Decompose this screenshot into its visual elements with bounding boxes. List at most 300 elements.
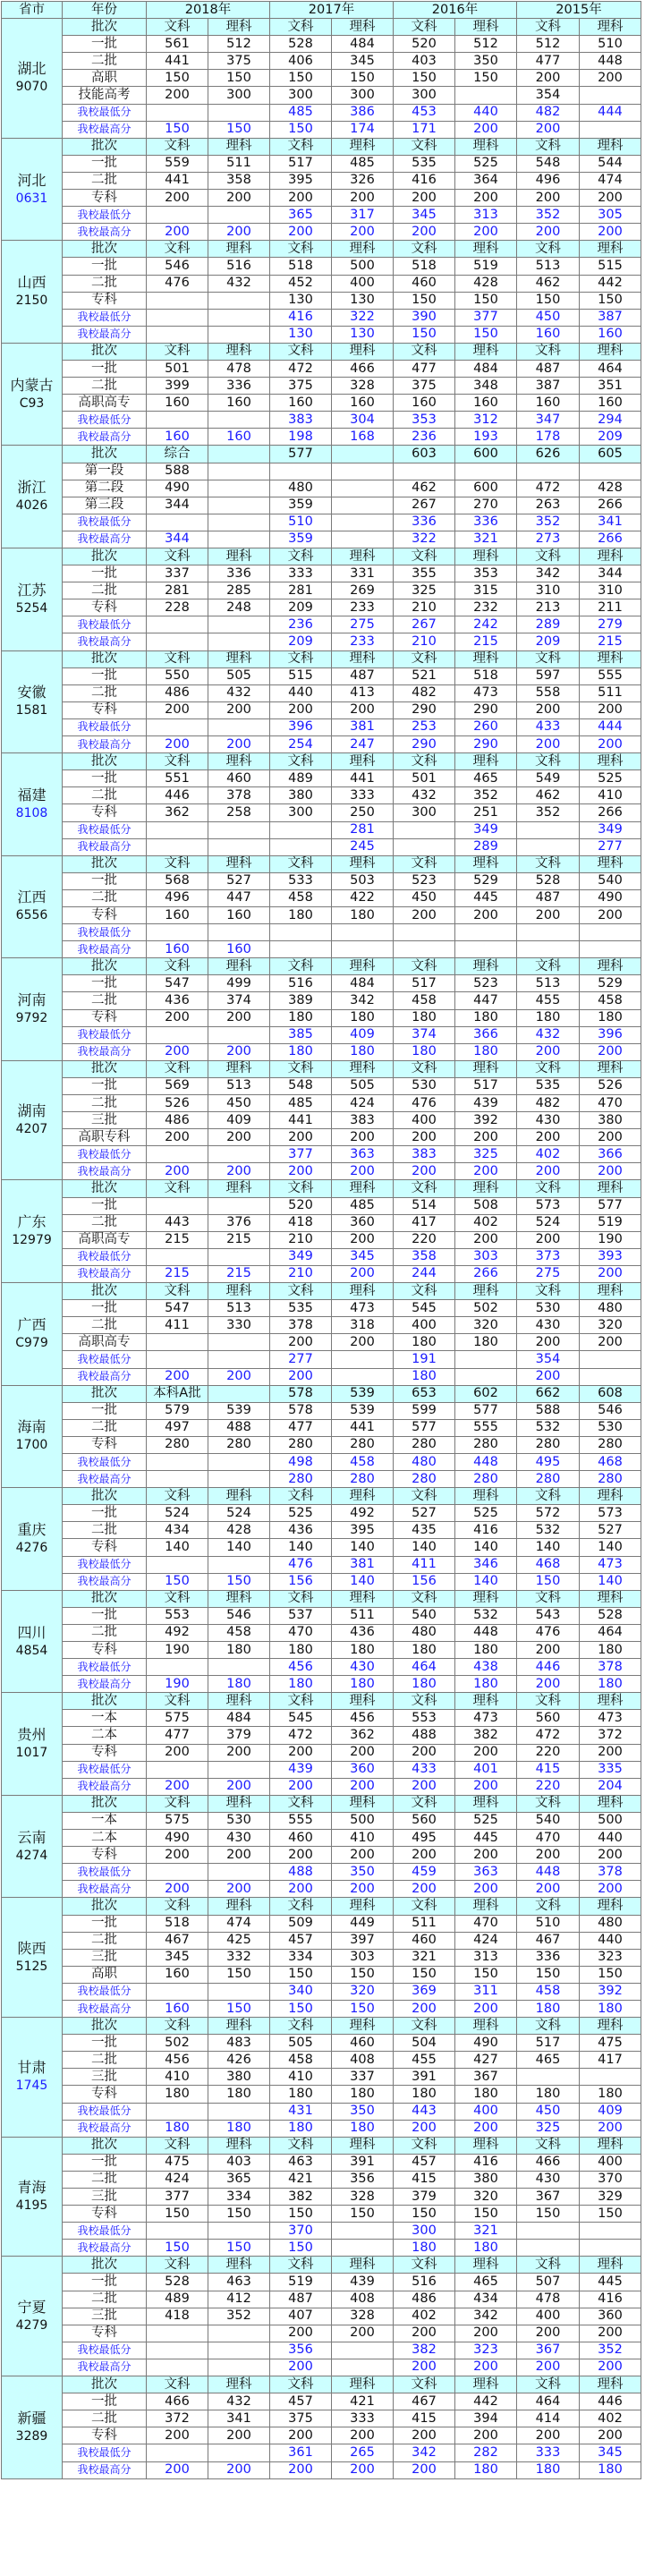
score-cell: 理科 <box>455 855 517 872</box>
score-cell: 463 <box>270 2154 332 2171</box>
score-cell: 文科 <box>147 855 208 872</box>
score-cell: 532 <box>455 1607 517 1624</box>
score-cell: 626 <box>517 446 580 463</box>
table-row <box>2 1043 641 1060</box>
score-cell: 568 <box>147 872 208 889</box>
score-cell <box>580 463 641 480</box>
table-row <box>2 2325 641 2342</box>
score-cell: 200 <box>332 1334 394 1351</box>
score-cell <box>147 821 208 838</box>
table-row <box>2 275 641 292</box>
score-cell: 180 <box>332 906 394 923</box>
score-cell: 200 <box>517 1676 580 1693</box>
score-cell: 文科 <box>394 19 455 36</box>
table-row <box>2 1488 641 1505</box>
score-cell: 578 <box>270 1402 332 1419</box>
score-cell: 280 <box>517 1436 580 1453</box>
row-label: 我校最高分 <box>63 429 147 446</box>
score-cell: 358 <box>208 172 270 189</box>
score-cell: 329 <box>580 2189 641 2206</box>
score-cell: 理科 <box>208 1180 270 1197</box>
province-name: 湖南 <box>17 1102 47 1120</box>
score-cell <box>517 2223 580 2240</box>
row-label: 专科 <box>63 1539 147 1556</box>
score-cell: 345 <box>332 53 394 70</box>
score-cell <box>455 924 517 941</box>
score-cell: 459 <box>394 1864 455 1881</box>
score-cell: 328 <box>332 2189 394 2206</box>
row-label: 一批 <box>63 2393 147 2410</box>
score-cell: 215 <box>580 633 641 650</box>
score-cell: 文科 <box>517 753 580 770</box>
score-cell: 342 <box>394 2444 455 2461</box>
score-cell <box>455 463 517 480</box>
score-cell: 380 <box>455 2171 517 2188</box>
score-cell <box>208 292 270 309</box>
row-label: 批次 <box>63 138 147 155</box>
score-cell: 337 <box>332 2069 394 2086</box>
score-cell: 466 <box>147 2393 208 2410</box>
score-cell: 448 <box>455 1453 517 1470</box>
score-cell: 602 <box>455 1385 517 1402</box>
score-cell: 200 <box>208 2461 270 2478</box>
score-cell: 367 <box>517 2342 580 2359</box>
table-row <box>2 378 641 395</box>
table-row <box>2 1659 641 1676</box>
score-cell: 文科 <box>270 958 332 975</box>
score-cell <box>208 497 270 514</box>
table-row <box>2 2223 641 2240</box>
score-cell: 400 <box>394 1317 455 1334</box>
score-cell: 267 <box>394 497 455 514</box>
score-cell: 文科 <box>270 1180 332 1197</box>
score-cell: 588 <box>147 463 208 480</box>
score-cell <box>208 531 270 548</box>
score-cell: 328 <box>332 2308 394 2325</box>
score-cell: 487 <box>517 889 580 906</box>
score-cell <box>270 941 332 958</box>
score-cell: 356 <box>270 2342 332 2359</box>
score-cell: 280 <box>394 1471 455 1488</box>
score-cell: 336 <box>455 514 517 531</box>
score-cell: 336 <box>208 565 270 582</box>
score-cell: 理科 <box>208 548 270 565</box>
row-label: 我校最低分 <box>63 309 147 326</box>
score-cell: 文科 <box>517 2137 580 2154</box>
score-cell: 363 <box>455 1864 517 1881</box>
score-cell <box>147 1983 208 2000</box>
score-cell: 543 <box>517 1607 580 1624</box>
score-cell: 294 <box>580 412 641 429</box>
score-cell: 380 <box>580 1112 641 1129</box>
score-cell: 150 <box>580 1966 641 1983</box>
score-cell: 525 <box>270 1505 332 1522</box>
score-cell: 150 <box>208 2000 270 2017</box>
score-cell <box>332 2342 394 2359</box>
row-label: 专科 <box>63 1642 147 1659</box>
score-cell: 200 <box>270 190 332 207</box>
score-cell: 200 <box>332 1881 394 1898</box>
score-cell: 553 <box>147 1607 208 1624</box>
score-cell: 文科 <box>394 650 455 667</box>
province-code: 8108 <box>15 805 48 820</box>
score-cell: 160 <box>580 395 641 412</box>
score-cell: 236 <box>270 616 332 633</box>
score-cell: 理科 <box>455 343 517 360</box>
score-cell: 174 <box>332 121 394 138</box>
score-cell: 436 <box>270 1522 332 1539</box>
province-cell <box>2 2257 63 2376</box>
score-cell: 436 <box>147 992 208 1009</box>
score-cell <box>208 1146 270 1163</box>
table-row <box>2 429 641 446</box>
score-cell: 200 <box>455 2359 517 2376</box>
table-row <box>2 1129 641 1146</box>
row-label: 二批 <box>63 378 147 395</box>
score-cell: 447 <box>455 992 517 1009</box>
score-cell: 280 <box>270 1471 332 1488</box>
score-cell: 431 <box>270 2103 332 2120</box>
table-row <box>2 1522 641 1539</box>
row-label: 我校最低分 <box>63 1864 147 1881</box>
score-cell: 理科 <box>455 753 517 770</box>
score-cell: 416 <box>455 1522 517 1539</box>
score-cell: 200 <box>580 2120 641 2137</box>
score-cell: 文科 <box>394 138 455 155</box>
province-name: 四川 <box>17 1623 47 1641</box>
score-cell: 392 <box>455 1112 517 1129</box>
score-cell: 373 <box>517 1248 580 1265</box>
table-row <box>2 2018 641 2035</box>
score-cell: 180 <box>517 2086 580 2103</box>
table-row <box>2 1060 641 1077</box>
table-row <box>2 1573 641 1590</box>
score-cell <box>147 2325 208 2342</box>
score-cell <box>580 924 641 941</box>
score-cell: 理科 <box>332 753 394 770</box>
score-cell: 455 <box>517 992 580 1009</box>
score-cell: 理科 <box>332 19 394 36</box>
score-cell: 415 <box>394 2171 455 2188</box>
score-cell: 540 <box>517 1812 580 1829</box>
score-cell: 200 <box>208 1847 270 1864</box>
score-cell: 458 <box>332 1453 394 1470</box>
score-cell: 244 <box>394 1265 455 1282</box>
score-cell: 156 <box>394 1573 455 1590</box>
row-label: 批次 <box>63 1283 147 1300</box>
score-cell <box>147 924 208 941</box>
score-cell: 600 <box>455 446 517 463</box>
score-cell: 608 <box>580 1385 641 1402</box>
score-cell: 267 <box>394 616 455 633</box>
province-name: 安徽 <box>17 684 47 701</box>
score-cell: 200 <box>394 2325 455 2342</box>
score-cell: 428 <box>455 275 517 292</box>
score-cell <box>208 207 270 224</box>
score-cell <box>394 463 455 480</box>
score-cell: 200 <box>517 224 580 241</box>
score-cell: 505 <box>332 1077 394 1094</box>
table-row <box>2 2154 641 2171</box>
province-code: 1017 <box>15 1746 48 1761</box>
score-cell: 527 <box>208 872 270 889</box>
score-cell: 200 <box>394 1847 455 1864</box>
score-cell: 200 <box>208 224 270 241</box>
score-cell: 381 <box>332 1556 394 1573</box>
score-cell: 484 <box>332 975 394 992</box>
score-cell: 213 <box>517 599 580 616</box>
score-cell: 文科 <box>394 1283 455 1300</box>
score-cell: 180 <box>580 2086 641 2103</box>
score-cell: 200 <box>270 701 332 718</box>
score-cell: 310 <box>580 582 641 599</box>
score-cell: 文科 <box>394 1898 455 1915</box>
score-cell <box>147 514 208 531</box>
score-cell: 200 <box>455 1778 517 1795</box>
score-cell: 200 <box>270 1847 332 1864</box>
row-label: 我校最低分 <box>63 1761 147 1778</box>
row-label: 高职高专 <box>63 1231 147 1248</box>
score-cell: 文科 <box>270 1060 332 1077</box>
score-cell <box>580 2240 641 2257</box>
province-cell <box>2 343 63 446</box>
score-cell: 理科 <box>332 241 394 258</box>
score-cell <box>580 2069 641 2086</box>
row-label: 我校最低分 <box>63 412 147 429</box>
score-cell: 300 <box>394 87 455 104</box>
score-cell: 180 <box>455 1009 517 1026</box>
score-cell: 180 <box>147 2086 208 2103</box>
score-cell: 546 <box>208 1607 270 1624</box>
score-cell: 377 <box>455 309 517 326</box>
province-name: 重庆 <box>17 1520 47 1538</box>
score-cell: 411 <box>394 1556 455 1573</box>
table-row <box>2 2171 641 2188</box>
table-row <box>2 172 641 189</box>
score-cell: 365 <box>270 207 332 224</box>
score-cell: 360 <box>332 1214 394 1231</box>
row-label: 一批 <box>63 565 147 582</box>
score-cell: 215 <box>147 1231 208 1248</box>
score-cell: 416 <box>580 2291 641 2308</box>
table-row <box>2 155 641 172</box>
score-cell: 文科 <box>147 650 208 667</box>
score-cell: 517 <box>394 975 455 992</box>
score-cell: 180 <box>332 1043 394 1060</box>
score-cell: 200 <box>580 2325 641 2342</box>
score-cell: 352 <box>517 804 580 821</box>
score-cell: 文科 <box>394 2376 455 2393</box>
score-cell: 512 <box>455 36 517 53</box>
province-cell <box>2 548 63 651</box>
province-cell <box>2 241 63 344</box>
score-cell: 341 <box>208 2410 270 2427</box>
score-cell: 530 <box>580 1419 641 1436</box>
row-label: 我校最低分 <box>63 1659 147 1676</box>
score-cell: 430 <box>517 2171 580 2188</box>
table-row <box>2 1812 641 1829</box>
province-cell <box>2 1060 63 1180</box>
score-cell: 474 <box>580 172 641 189</box>
score-cell: 综合 <box>147 446 208 463</box>
score-cell: 180 <box>270 906 332 923</box>
score-cell: 200 <box>455 1847 517 1864</box>
row-label: 批次 <box>63 1795 147 1812</box>
score-cell <box>208 446 270 463</box>
score-cell: 200 <box>517 1129 580 1146</box>
score-cell: 150 <box>517 2206 580 2223</box>
score-cell: 140 <box>517 1539 580 1556</box>
row-label: 二批 <box>63 684 147 701</box>
score-cell: 352 <box>517 207 580 224</box>
score-cell: 501 <box>394 770 455 787</box>
score-cell: 本科A批 <box>147 1385 208 1402</box>
score-cell: 382 <box>394 2342 455 2359</box>
score-cell: 380 <box>270 787 332 804</box>
row-label: 我校最低分 <box>63 2342 147 2359</box>
score-cell: 200 <box>580 70 641 87</box>
score-cell: 277 <box>270 1351 332 1368</box>
score-cell: 285 <box>208 582 270 599</box>
score-cell: 理科 <box>208 1060 270 1077</box>
score-cell: 322 <box>332 309 394 326</box>
score-cell: 200 <box>208 1368 270 1385</box>
score-cell: 467 <box>147 1932 208 1949</box>
score-cell: 200 <box>332 1231 394 1248</box>
score-cell: 511 <box>580 684 641 701</box>
score-cell: 200 <box>270 2461 332 2478</box>
table-row <box>2 87 641 104</box>
score-cell: 200 <box>517 2427 580 2444</box>
score-cell: 466 <box>332 360 394 377</box>
table-row <box>2 480 641 497</box>
score-cell: 599 <box>394 1402 455 1419</box>
score-cell: 460 <box>332 2035 394 2052</box>
table-row <box>2 1419 641 1436</box>
score-cell: 理科 <box>580 1060 641 1077</box>
score-cell: 200 <box>394 1129 455 1146</box>
score-cell: 372 <box>147 2410 208 2427</box>
table-row <box>2 104 641 121</box>
score-cell: 530 <box>394 1077 455 1094</box>
score-cell: 200 <box>147 1778 208 1795</box>
score-cell: 200 <box>147 1744 208 1761</box>
score-cell: 513 <box>517 258 580 275</box>
score-cell <box>332 2359 394 2376</box>
score-cell: 349 <box>455 821 517 838</box>
score-cell <box>208 480 270 497</box>
score-cell: 555 <box>270 1812 332 1829</box>
score-cell: 350 <box>332 1864 394 1881</box>
score-cell: 519 <box>270 2274 332 2291</box>
score-cell: 546 <box>580 1402 641 1419</box>
table-row <box>2 2376 641 2393</box>
score-cell <box>270 821 332 838</box>
score-cell: 200 <box>208 2427 270 2444</box>
score-cell: 460 <box>208 770 270 787</box>
score-cell: 理科 <box>332 1898 394 1915</box>
score-cell: 510 <box>580 36 641 53</box>
score-cell: 理科 <box>332 2137 394 2154</box>
row-label: 专科 <box>63 701 147 718</box>
score-cell <box>455 1368 517 1385</box>
score-cell: 383 <box>332 1112 394 1129</box>
table-row <box>2 531 641 548</box>
score-cell: 352 <box>208 2308 270 2325</box>
score-cell <box>208 1471 270 1488</box>
score-cell: 254 <box>270 736 332 753</box>
score-cell: 401 <box>455 1761 517 1778</box>
score-cell: 513 <box>208 1300 270 1317</box>
score-cell: 403 <box>208 2154 270 2171</box>
score-cell: 200 <box>580 2427 641 2444</box>
score-cell: 180 <box>208 2120 270 2137</box>
score-cell: 150 <box>270 2206 332 2223</box>
score-cell: 507 <box>517 2274 580 2291</box>
province-cell <box>2 1180 63 1283</box>
score-cell: 520 <box>394 36 455 53</box>
score-cell: 560 <box>517 1710 580 1727</box>
table-row <box>2 1214 641 1231</box>
score-cell: 200 <box>208 1744 270 1761</box>
score-cell: 416 <box>394 172 455 189</box>
score-cell: 410 <box>332 1830 394 1847</box>
score-cell: 300 <box>394 2223 455 2240</box>
score-cell: 539 <box>332 1402 394 1419</box>
table-row <box>2 2461 641 2478</box>
score-cell: 402 <box>580 2410 641 2427</box>
score-cell: 516 <box>208 258 270 275</box>
table-row <box>2 1864 641 1881</box>
score-cell: 180 <box>580 2000 641 2017</box>
score-cell: 578 <box>270 1385 332 1402</box>
score-cell <box>147 104 208 121</box>
province-name: 湖北 <box>17 60 47 78</box>
score-cell: 473 <box>580 1556 641 1573</box>
table-row <box>2 684 641 701</box>
score-cell: 180 <box>394 2086 455 2103</box>
score-cell: 517 <box>270 155 332 172</box>
score-cell: 442 <box>580 275 641 292</box>
score-cell: 理科 <box>332 650 394 667</box>
score-cell: 435 <box>394 1522 455 1539</box>
score-cell: 180 <box>455 1676 517 1693</box>
score-cell: 555 <box>580 667 641 684</box>
score-cell: 366 <box>580 1146 641 1163</box>
score-cell: 210 <box>270 1231 332 1248</box>
score-cell: 496 <box>147 889 208 906</box>
score-cell: 275 <box>517 1265 580 1282</box>
score-cell: 337 <box>147 565 208 582</box>
row-label: 我校最高分 <box>63 1163 147 1180</box>
score-cell: 525 <box>455 1505 517 1522</box>
score-cell: 200 <box>517 1043 580 1060</box>
score-cell: 150 <box>147 70 208 87</box>
score-cell: 463 <box>208 2274 270 2291</box>
score-cell <box>394 821 455 838</box>
header-year-2018: 2018年 <box>147 2 270 19</box>
score-cell: 130 <box>270 326 332 343</box>
score-cell: 文科 <box>517 2376 580 2393</box>
row-label: 专科 <box>63 292 147 309</box>
score-cell: 180 <box>270 2120 332 2137</box>
score-cell: 436 <box>332 1624 394 1641</box>
table-row <box>2 1436 641 1453</box>
row-label: 技能高考 <box>63 87 147 104</box>
score-cell: 理科 <box>208 2137 270 2154</box>
score-cell: 160 <box>394 395 455 412</box>
score-cell: 文科 <box>270 2257 332 2274</box>
